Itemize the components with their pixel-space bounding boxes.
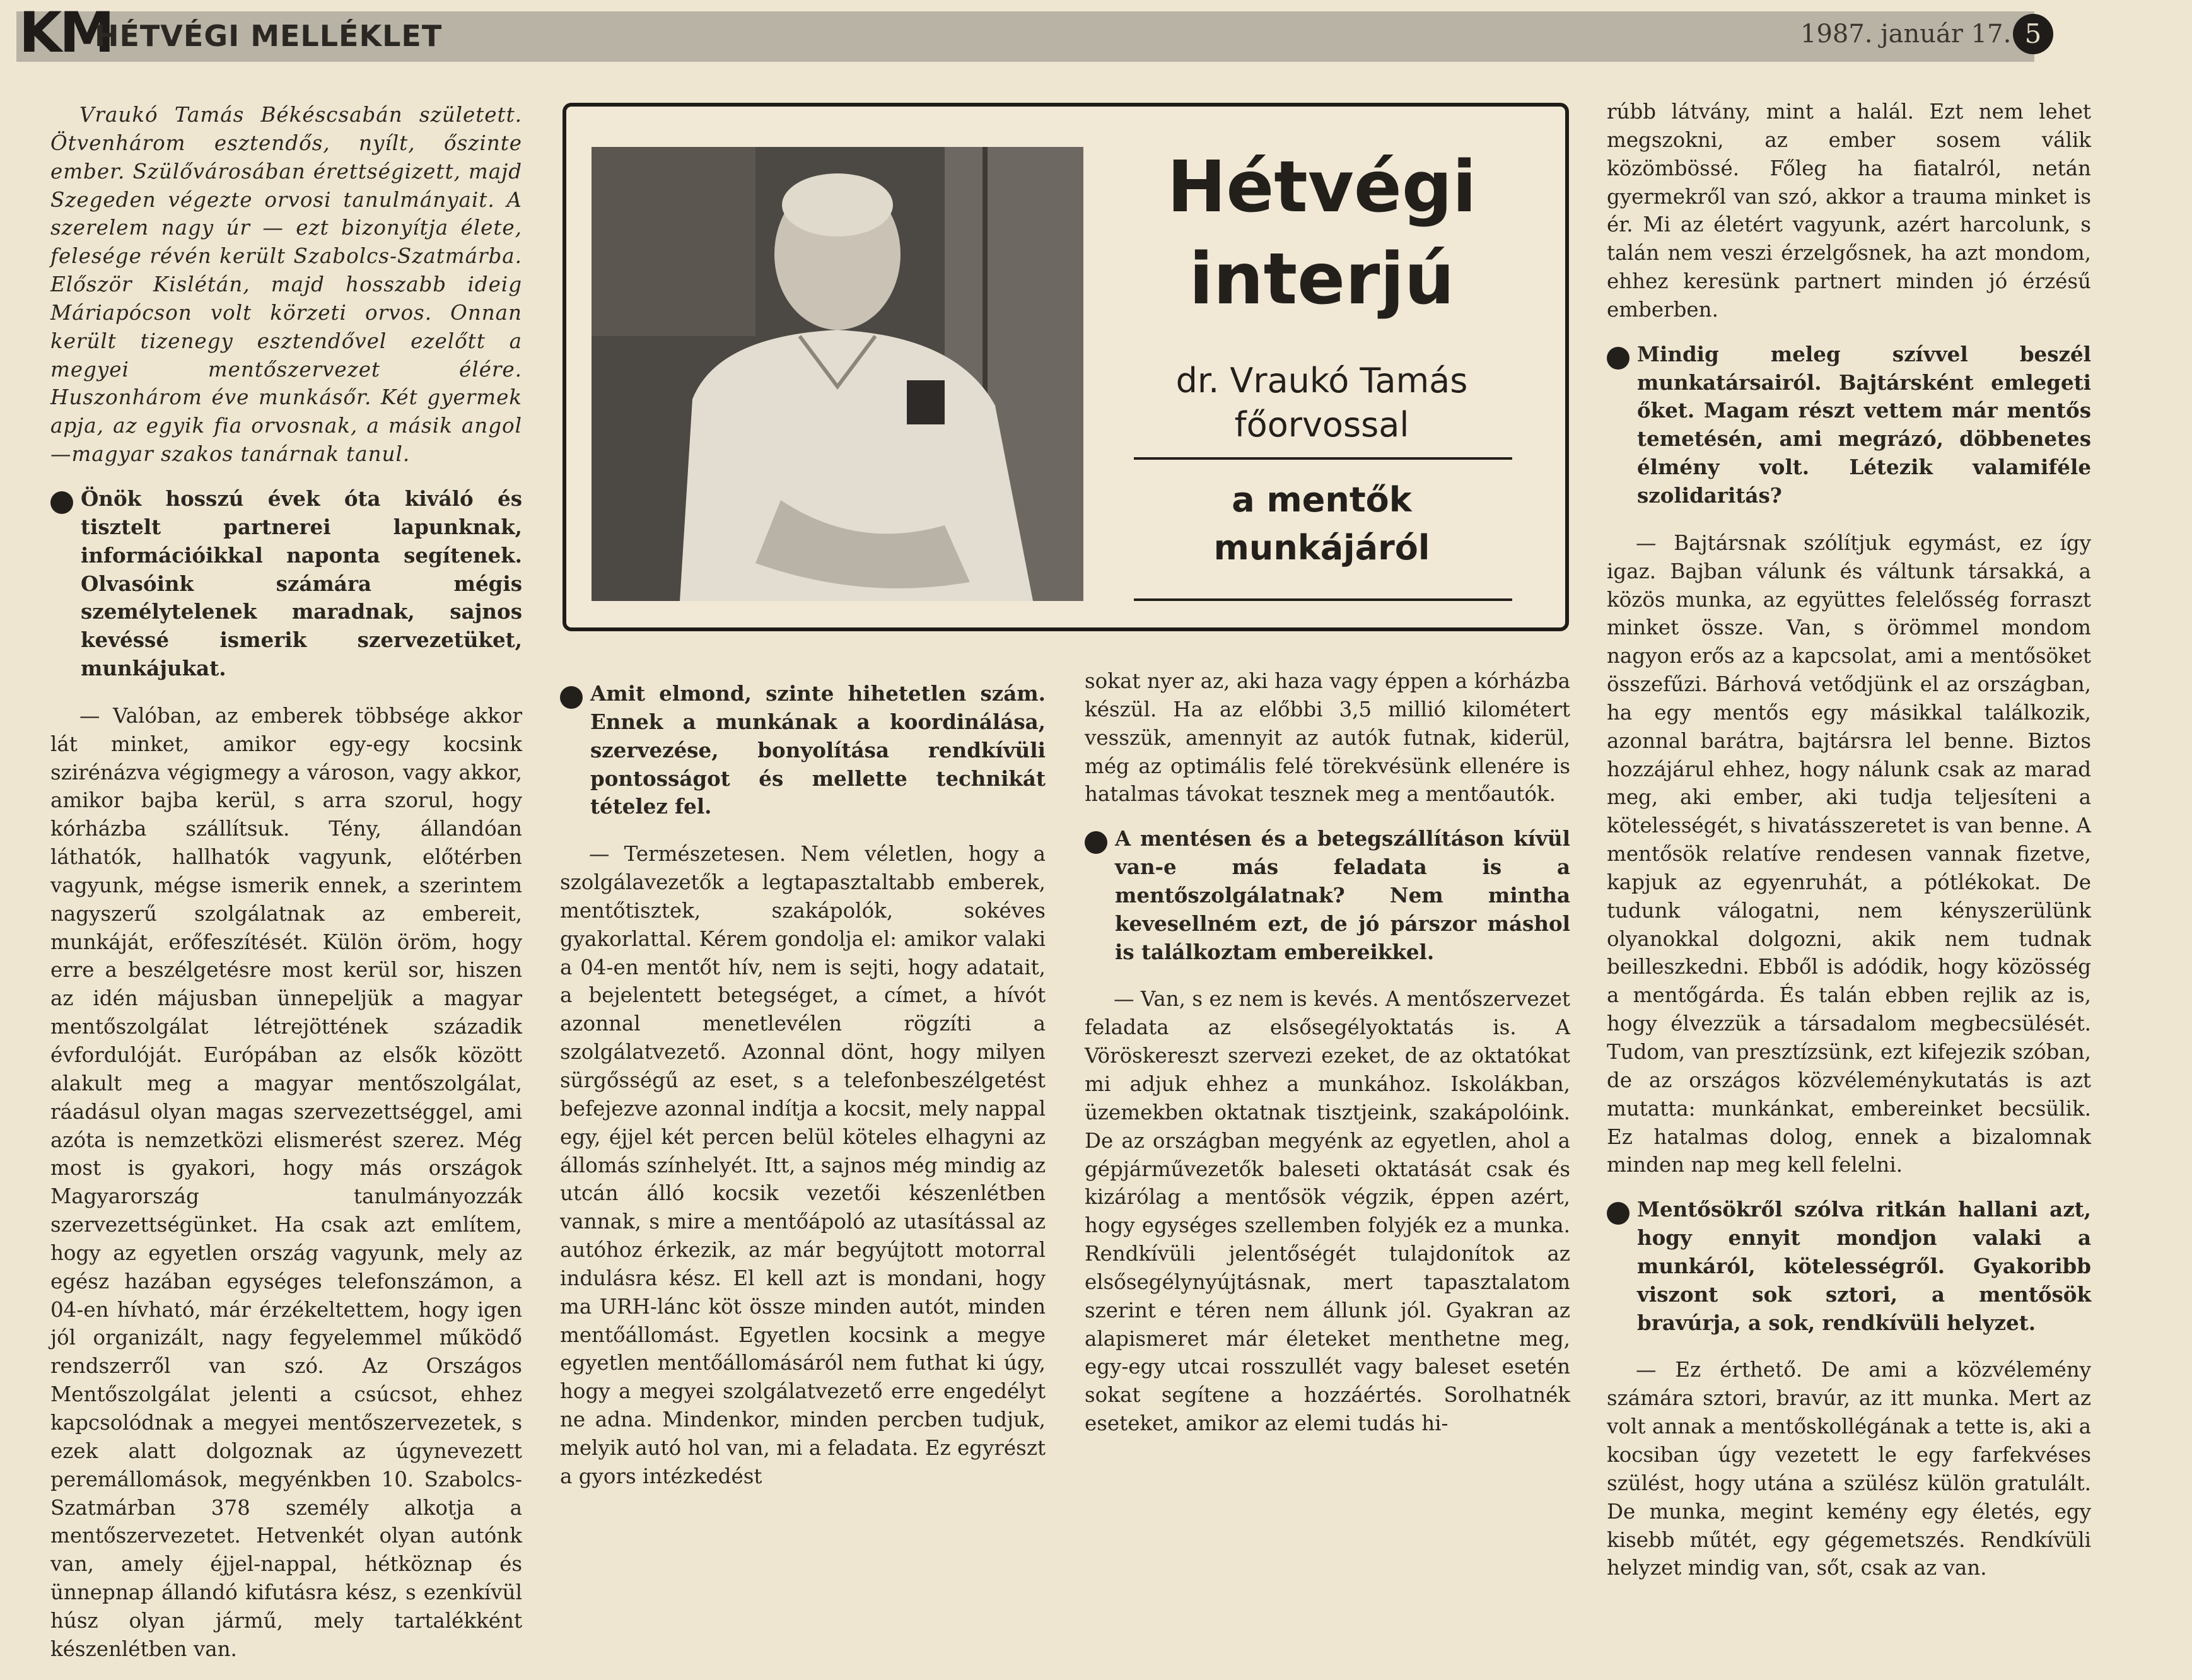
article-column-4 [1607,98,2091,1599]
question-1: Önök hosszú évek óta kiváló és tisztelt partnerei lapunknak, információikkal naponta segítenek. Olvasóink számára mégis személytelenek maradnak, sajnos kevéssé ismerik szervezetüket, munkájukat. [50,485,522,683]
section-title: HÉTVÉGI MELLÉKLET [95,19,443,53]
intro-paragraph: Vraukó Tamás Békéscsabán született. Ötvenhárom esztendős, nyílt, őszinte ember. Szülővárosában érettségizett, majd Szegeden végezte orvosi tanulmányait. A szerelem nagy úr — ezt bizonyítja élete, felesége révén került Szabolcs-Szatmárba. Először Kislétán, majd hosszabb ideig Máriapócson volt körzeti orvos. Onnan került tizenegy esztendővel ezelőtt a megyei mentőszervezet élére. Huszonhárom éve munkásőr. Két gyermek apja, az egyik fia orvosnak, a másik angol—magyar szakos tanárnak tanul. [50,103,522,467]
question-3: A mentésen és a betegszállításon kívül van-e más feladata is a mentőszolgálatnak? Nem mintha kevesellném ezt, de jó párszor máshol is találkoztam embereikkel. [1085,825,1570,966]
answer-3: — Van, s ez nem is kevés. A mentőszervezet feladata az elsősegélyoktatás is. A Vöröskereszt szervezi ezeket, de az oktatókat mi adjuk ehhez a munkához. Iskolákban, üzemekben oktatnak tisztjeink, szakápolóink. De az országban megyénk az egyetlen, ahol a gépjárművezetők baleseti oktatását csak és kizárólag a mentősök végzik, éppen azért, hogy egységes szellemben folyjék ez a munka. Rendkívüli jelentőségét tulajdonítok az elsősegélynyújtásnak, mert tapasztalatom szerint e téren nem állunk jól. Gyakran az alapismeret már életeket menthetne meg, egy-egy utcai rosszullét vagy baleset esetén sokat segítene a hozzáértés. Sorolhatnék eseteket, amikor az elemi tudás hi- [1085,987,1570,1436]
answer-1: — Valóban, az emberek többsége akkor lát minket, amikor egy-egy kocsink szirénázva végigmegy a városon, vagy akkor, amikor bajba kerül, s arra szorul, hogy kórházba szállítsuk. Tény, állandóan láthatók, hallhatók vagyunk, előtérben vagyunk, mégse ismerik ennek, a szerintem nagyszerű szolgálatnak az embereit, munkáját, erőfeszítését. Külön öröm, hogy erre a beszélgetésre most kerül sor, hiszen az idén májusban ünnepeljük a magyar mentőszolgálat létrejöttének századik évfordulóját. Európában az elsők között alakult meg a magyar mentőszolgálat, ráadásul olyan magas szervezettséggel, ami azóta is nemzetközi elismerést szerez. Még most is gyakori, hogy más országok Magyarország tanulmányozzák szervezettségünket. Ha csak azt említem, hogy az egyetlen ország vagyunk, mely az egész hazában egységes telefonszámon, a 04-en hívható, már érzékeltettem, hogy igen jól organizált, nagy fegyelemmel működő rendszerről van szó. Az Országos Mentőszolgálat jelenti a csúcsot, ehhez kapcsolódnak a megyei mentőszervezetek, s ezek alatt dolgoznak az úgynevezett peremállomások, megyénkben 10. Szabolcs-Szatmárban 378 személy alkotja a mentőszervezetet. Hetvenkét olyan autónk van, amely éjjel-nappal, hétköznap és ünnepnap állandó kifutásra kész, s ezenkívül húsz olyan jármű, mely tartalékként készenlétben van. [50,703,522,1661]
divider-line-top [1134,457,1512,460]
continued-text-4: rúbb látvány, mint a halál. Ezt nem lehet megszokni, az ember sosem válik közömbössé. Főleg ha fiatalról, netán gyermekről van szó, akkor a trauma minket is ér. Mi az életért vagyunk, azért harcolunk, s talán nem veszi érzelgősnek, ha azt mondom, ehhez keresünk partnert minden jó érzésű emberben. [1607,100,2091,322]
feature-title [1107,142,1536,325]
portrait-illustration [592,147,1083,601]
article-column-1 [50,101,522,1680]
portrait-photo [592,147,1083,601]
feature-title-line2: interjú [1189,238,1455,320]
feature-title-line1: Hétvégi [1167,146,1477,228]
topic-line2: munkájáról [1213,527,1430,568]
feature-subtitle [1107,359,1536,447]
feature-topic [1107,476,1536,571]
answer-2: — Természetesen. Nem véletlen, hogy a szolgálavezetők a legtapasztaltabb emberek, mentőtisztek, szakápolók, sokéves gyakorlattal. Kérem gondolja el: amikor valaki a 04-en mentőt hív, nem is sejti, hogy adatait, a bejelentett betegséget, a címet, a hívót azonnal menetlevélen rögzíti a szolgálatvezető. Azonnal dönt, hogy milyen sürgősségű az eset, s a telefonbeszélgetést befejezve azonnal indítja a kocsit, mely nappal egy, éjjel két percen belül köteles elhagyni az állomás színhelyét. Itt, a sajnos még mindig az utcán álló kocsik vezetői készenlétben vannak, s mire a mentőápoló az utasítással az autóhoz érkezik, az már begyújtott motorral indulásra kész. El kell azt is mondani, hogy ma URH-lánc köt össze minden autót, minden mentőállomást. Egyetlen kocsink a megye egyetlen mentőállomásáról nem futhat ki úgy, hogy a megyei szolgálatvezető erre engedélyt ne adna. Mindenkor, minden percben tudjuk, melyik autó hol van, mi a feladata. Ez egyrészt a gyors intézkedést [560,842,1046,1488]
page-number-badge: 5 [2013,14,2053,54]
article-column-2 [560,667,1046,1507]
interviewee-role: főorvossal [1234,405,1409,445]
question-5: Mentősökről szólva ritkán hallani azt, hogy ennyit mondjon valaki a munkáról, kötelességről. Gyakoribb viszont sok sztori, a mentősök bravúrja, a sok, rendkívüli helyzet. [1607,1196,2091,1337]
topic-line1: a mentők [1232,480,1412,520]
answer-4: — Bajtársnak szólítjuk egymást, ez így igaz. Bajban válunk és váltunk társakká, a közös munka, az együttes felelősség forraszt minket össze. Van, s örömmel mondom nagyon erős az a kapcsolat, ami a mentősöket összefűzi. Bárhová vetődjünk el az országban, ha egy mentős egy másikkal találkozik, azonnal barátra, bajtársra lel benne. Biztos hozzájárul ehhez, hogy nálunk csak az marad meg, aki ember, aki tudja teljesíteni a kötelességét, s hivatásszeretet is van benne. A mentősök relatíve rendesen vannak fizetve, kapjuk az egyenruhát, a pótlékokat. De tudunk válogatni, nem kényszerülünk olyanokkal dolgozni, akik nem tudnak beilleszkedni. Ebből is adódik, hogy közösség a mentőgárda. És talán ebben rejlik az is, hogy élvezzük a társadalom megbecsülését. Tudom, van presztízsünk, ezt kifejezik szóban, de az országos közvéleménykutatás is azt mutatta: munkánkat, embereinket becsülik. Ez hatalmas dolog, ennek a bizalomnak minden nap meg kell felelni. [1607,530,2091,1177]
article-column-3 [1085,667,1570,1454]
continued-text-3: sokat nyer az, aki haza vagy éppen a kórházba készül. Ha az előbbi 3,5 millió kilométert vesszük, amennyit az autók futnak, kiderül, még az optimális felé törekvésünk ellenére is hatalmas távokat tesznek meg a mentőautók. [1085,669,1570,807]
interviewee-name: dr. Vraukó Tamás [1175,361,1468,400]
issue-date: 1987. január 17. [1800,20,2012,49]
newspaper-logo: KM [19,0,112,65]
divider-line-bottom [1134,598,1512,601]
answer-5: — Ez érthető. De ami a közvélemény számára sztori, bravúr, az itt munka. Mert az volt annak a mentőskollégának a tette is, aki a kocsiban úgy vezetett le egy farfekvéses szülést, hogy utána a szülész külön gratulált. De munka, megint kemény egy életés, egy kisebb műtét, egy gégemetszés. Rendkívüli helyzet mindig van, sőt, csak az van. [1607,1358,2091,1580]
question-2: Amit elmond, szinte hihetetlen szám. Ennek a munkának a koordinálása, szervezése, bonyolítása rendkívüli pontosságot és mellette technikát tételez fel. [560,680,1046,821]
question-4: Mindig meleg szívvel beszél munkatársairól. Bajtársként emlegeti őket. Magam részt vettem már mentős temetésén, ami megrázó, döbbenetes élmény volt. Létezik valamiféle szolidaritás? [1607,341,2091,510]
feature-title-box [563,103,1569,631]
